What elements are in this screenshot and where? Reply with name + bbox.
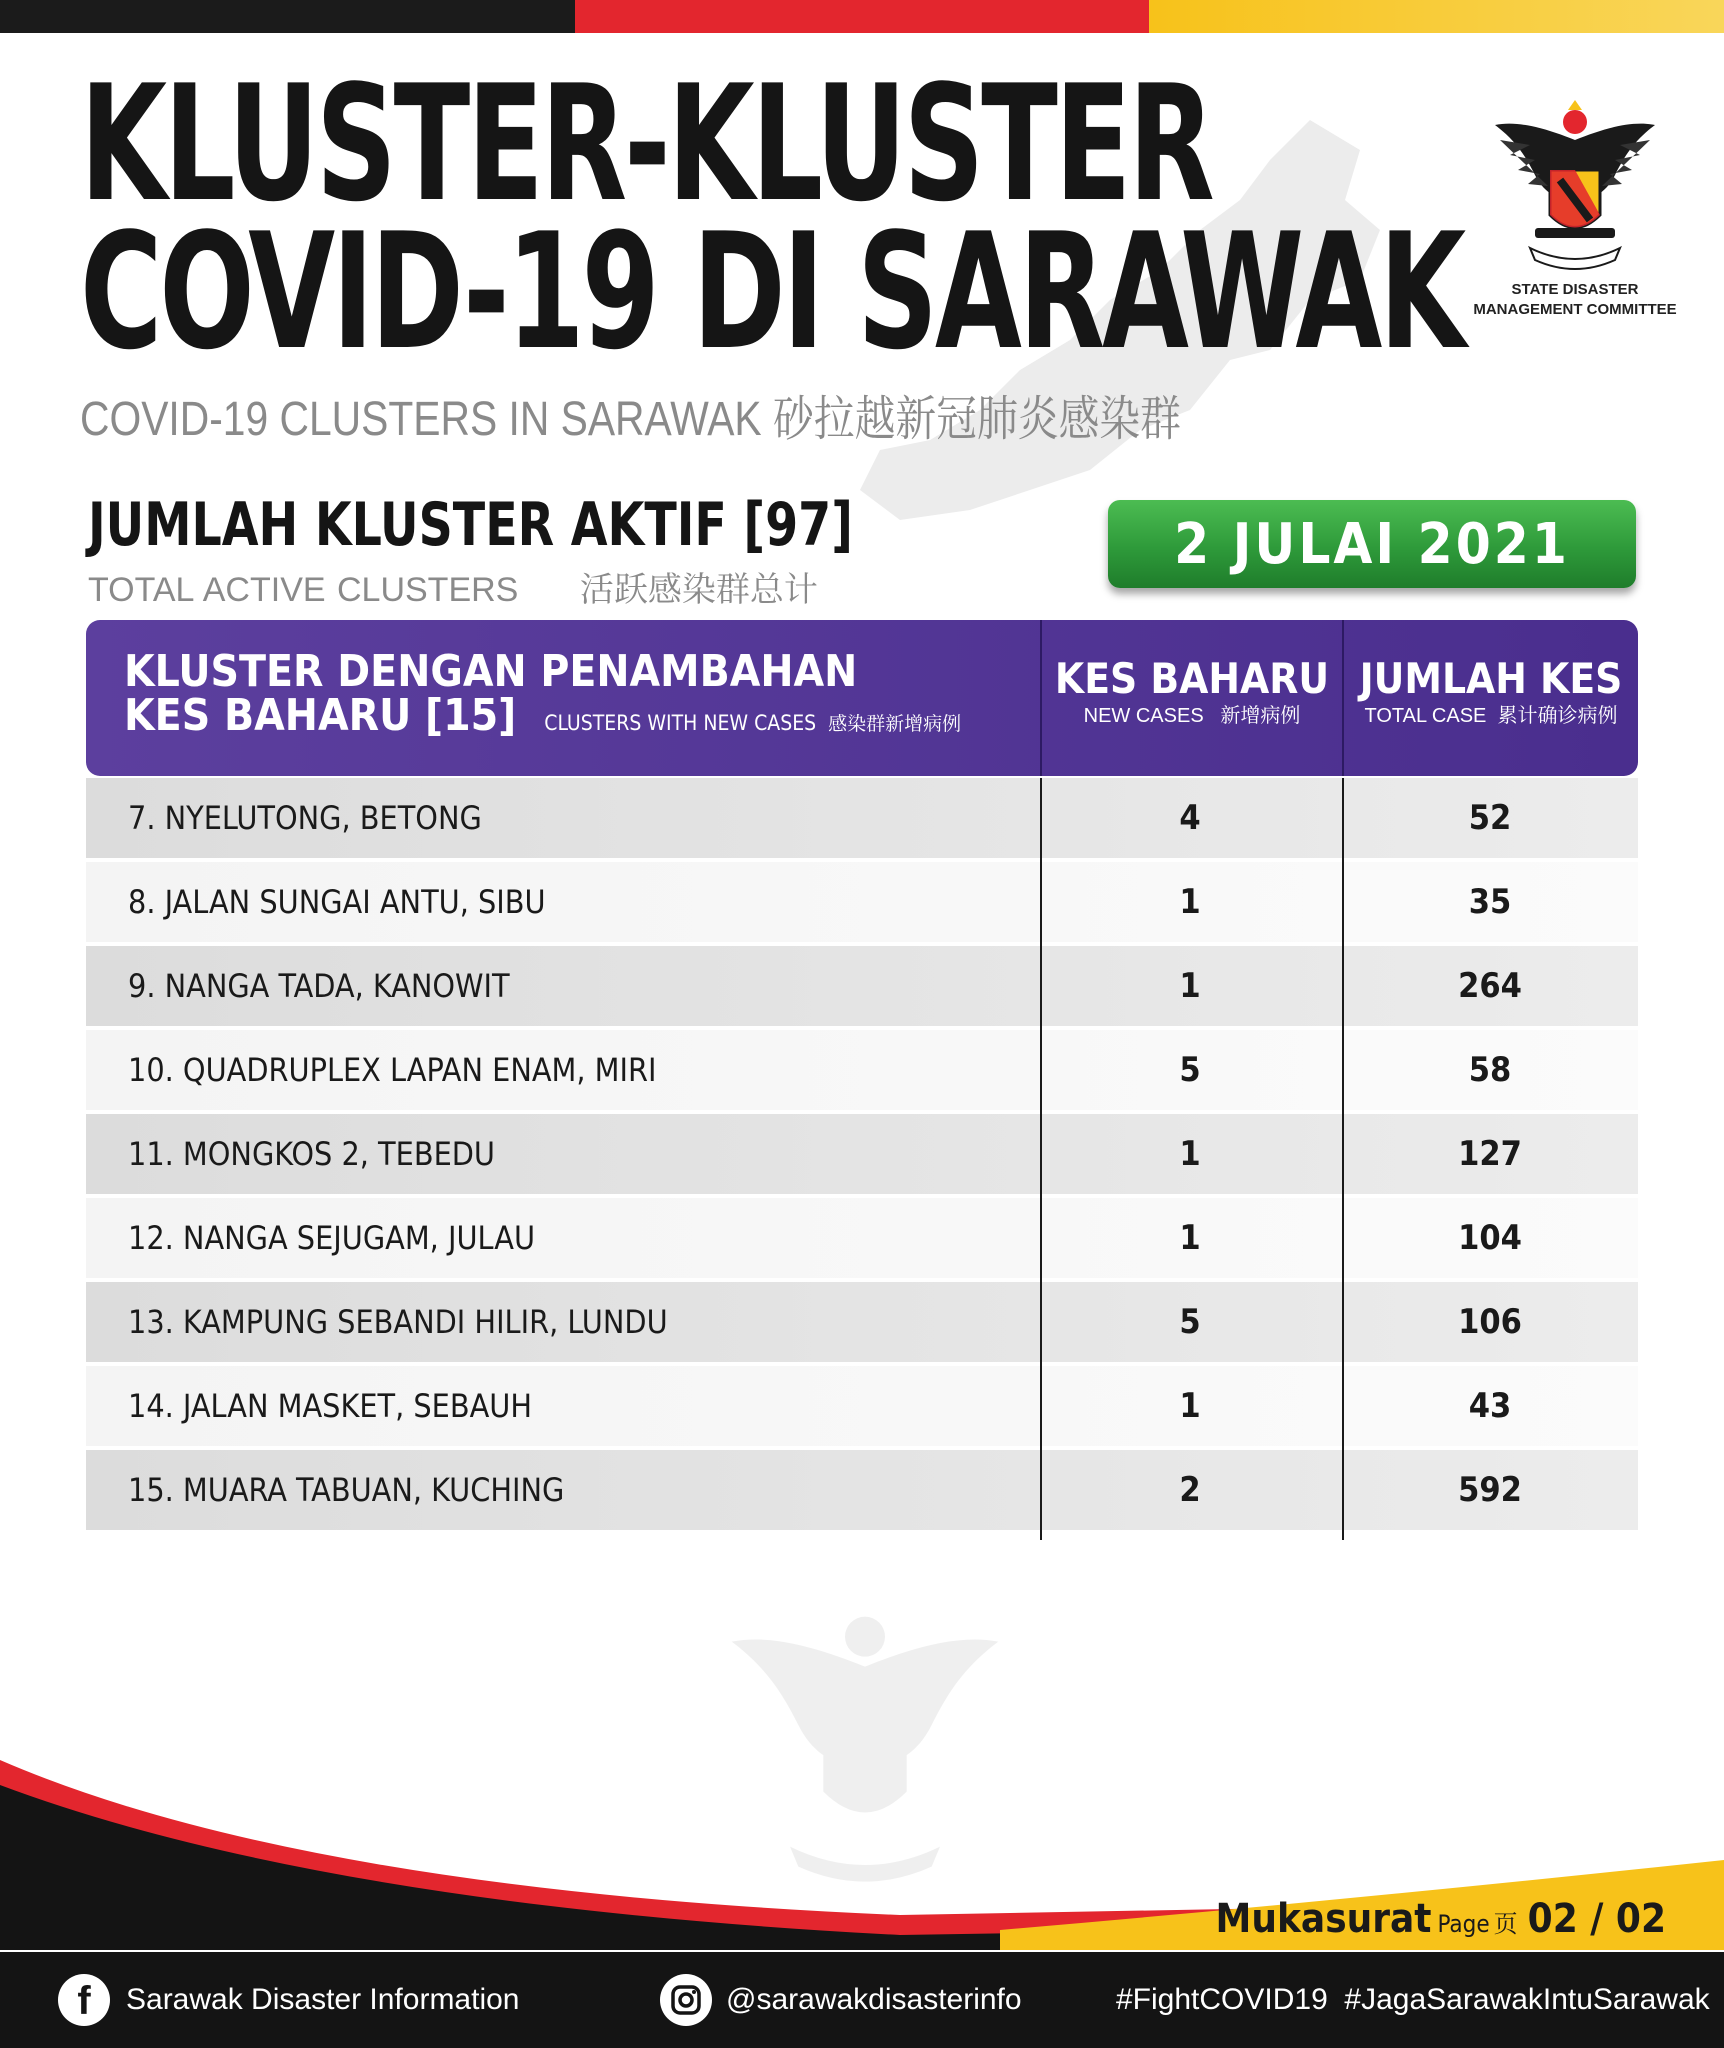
table-row [86,778,1638,858]
cluster-header-count: KES BAHARU [15] [124,690,517,741]
total-cases-value: 127 [1458,1134,1522,1174]
total-cases-value: 106 [1458,1302,1522,1342]
top-color-bar [0,0,1724,33]
cluster-header-line-2 [124,690,962,746]
cluster-name: 14. JALAN MASKET, SEBAUH [128,1387,533,1425]
title-line-1: KLUSTER-KLUSTER [80,50,1212,237]
active-clusters-sub-en: TOTAL ACTIVE CLUSTERS [88,571,519,609]
total-cases-header-cn: 累计确诊病例 [1497,705,1618,727]
cluster-header-cn: 感染群新增病例 [828,713,962,735]
column-divider-new [1040,778,1042,1540]
cluster-table-body [86,778,1638,1534]
title-line-2: COVID-19 DI SARAWAK [80,198,1464,385]
table-header [86,620,1638,776]
new-cases-value: 5 [1179,1302,1201,1342]
committee-name [1440,280,1710,320]
cluster-name: 11. MONGKOS 2, TEBEDU [128,1135,495,1173]
page-number-label [1216,1896,1666,1942]
footer-bar [0,1952,1724,2048]
active-clusters-subtitle [88,562,818,611]
table-row [86,1030,1638,1110]
table-row [86,1282,1638,1362]
total-cases-column-header [1344,656,1638,730]
new-cases-value: 1 [1179,1134,1201,1174]
top-bar-black [0,0,575,33]
table-row [86,1114,1638,1194]
new-cases-value: 1 [1179,1218,1201,1258]
cluster-name: 7. NYELUTONG, BETONG [128,799,482,837]
cluster-name: 9. NANGA TADA, KANOWIT [128,967,510,1005]
instagram-icon [660,1974,712,2026]
cluster-header-en: CLUSTERS WITH NEW CASES [544,711,817,735]
total-cases-header-sub [1344,702,1638,730]
new-cases-header-cn: 新增病例 [1220,705,1301,727]
total-cases-value: 592 [1458,1470,1522,1510]
instagram-link[interactable] [660,1952,1022,2048]
total-cases-value: 35 [1468,882,1512,922]
hashtags: #FightCOVID19 #JagaSarawakIntuSarawak [1116,1983,1710,2016]
active-clusters-sub-cn: 活跃感染群总计 [579,571,818,609]
instagram-handle: @sarawakdisasterinfo [726,1983,1022,2016]
table-row [86,1198,1638,1278]
page-title [80,50,1464,385]
new-cases-value: 5 [1179,1050,1201,1090]
page-subtitle: COVID-19 CLUSTERS IN SARAWAK 砂拉越新冠肺炎感染群 [80,393,1181,446]
page-label-cn: 页 [1493,1910,1518,1938]
state-crest-icon [1490,100,1660,280]
table-row [86,1450,1638,1530]
committee-line-1: STATE DISASTER [1511,281,1639,298]
column-divider-total [1342,778,1344,1540]
cluster-name: 13. KAMPUNG SEBANDI HILIR, LUNDU [128,1303,668,1341]
new-cases-header-en: NEW CASES [1083,705,1204,727]
total-cases-header-en: TOTAL CASE [1364,705,1487,727]
new-cases-value: 2 [1179,1470,1201,1510]
table-row [86,862,1638,942]
top-bar-yellow [1149,0,1724,33]
active-clusters-title: JUMLAH KLUSTER AKTIF [97] [88,490,853,560]
cluster-name: 8. JALAN SUNGAI ANTU, SIBU [128,883,546,921]
new-cases-value: 1 [1179,882,1201,922]
cluster-column-header [124,646,962,746]
page-label-en: Page [1437,1910,1490,1938]
top-bar-red [575,0,1150,33]
cluster-name: 12. NANGA SEJUGAM, JULAU [128,1219,536,1257]
total-cases-value: 43 [1468,1386,1512,1426]
table-row [86,1366,1638,1446]
cluster-name: 10. QUADRUPLEX LAPAN ENAM, MIRI [128,1051,657,1089]
new-cases-header-title: KES BAHARU [1054,654,1330,703]
new-cases-value: 1 [1179,1386,1201,1426]
facebook-icon: f [58,1974,110,2026]
total-cases-header-title: JUMLAH KES [1359,654,1623,703]
new-cases-header-sub [1042,702,1342,730]
new-cases-value: 4 [1179,798,1201,838]
total-cases-value: 264 [1458,966,1522,1006]
total-cases-value: 52 [1468,798,1512,838]
new-cases-column-header [1042,656,1342,730]
date-badge: 2 JULAI 2021 [1108,500,1636,588]
total-cases-value: 58 [1468,1050,1512,1090]
cluster-name: 15. MUARA TABUAN, KUCHING [128,1471,565,1509]
total-cases-value: 104 [1458,1218,1522,1258]
table-row [86,946,1638,1026]
page-label-ms: Mukasurat [1215,1896,1432,1942]
page-number: 02 / 02 [1527,1896,1666,1942]
facebook-link[interactable] [58,1952,520,2048]
committee-line-2: MANAGEMENT COMMITTEE [1473,301,1677,318]
cluster-header-line-1: KLUSTER DENGAN PENAMBAHAN [124,646,858,697]
facebook-page-name: Sarawak Disaster Information [126,1983,520,2016]
new-cases-value: 1 [1179,966,1201,1006]
